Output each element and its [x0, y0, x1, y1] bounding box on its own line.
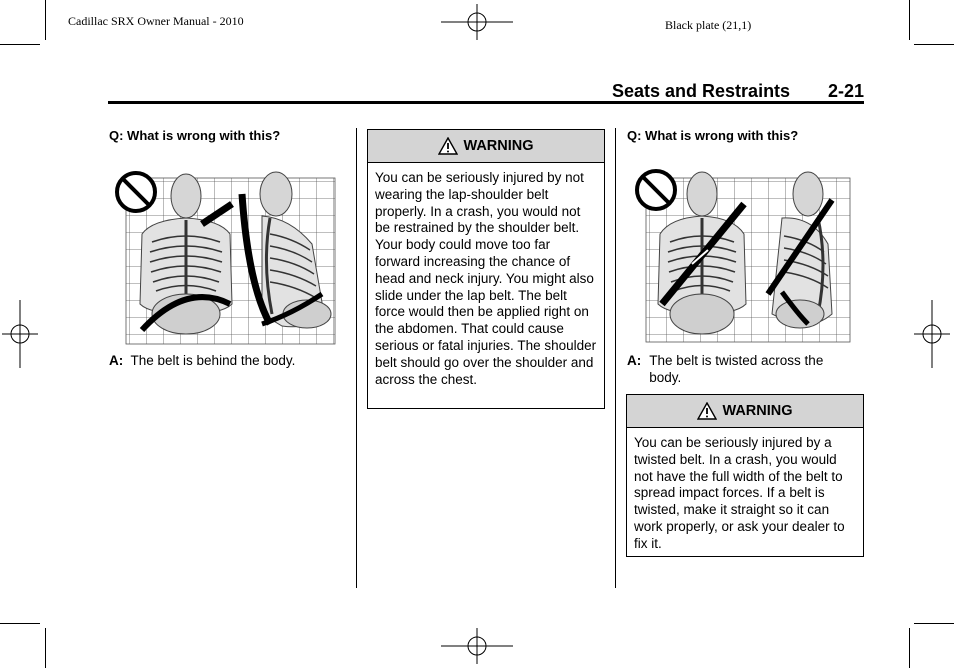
- crop-mark: [45, 0, 46, 40]
- section-title: Seats and Restraints: [612, 81, 791, 101]
- crop-mark: [909, 0, 910, 40]
- registration-target-icon: [441, 4, 513, 40]
- warning-triangle-icon: [697, 402, 717, 420]
- crop-mark: [914, 623, 954, 624]
- warning-triangle-icon: [438, 137, 458, 155]
- warning-text: You can be seriously injured by a twisted belt. In a crash, you would not have the full width of the belt to spread impact forces. If a belt is twisted, make it straight so it can work properly, or ask your dealer to fix it.: [634, 435, 845, 551]
- right-question: Q: What is wrong with this?: [627, 128, 799, 143]
- header-rule: [108, 101, 864, 104]
- answer-label: A:: [627, 353, 642, 368]
- warning-header: [627, 395, 863, 428]
- crop-mark: [0, 623, 40, 624]
- plate-label: Black plate (21,1): [665, 18, 752, 32]
- warning-text: You can be seriously injured by not wearing the lap-shoulder belt properly. In a crash, you would not be restrained by the shoulder belt. Your body could move too far forward increasing the chance of head and neck injury. You might also slide under the lap belt. The belt force would then be applied right on the abdomen. That could cause serious or fatal injuries. The shoulder belt should go over the shoulder and across the chest.: [375, 170, 597, 387]
- answer-text: The belt is behind the body.: [130, 353, 296, 368]
- crop-mark: [914, 44, 954, 45]
- warning-title: WARNING: [463, 138, 534, 154]
- skeleton-illustration: [632, 164, 854, 346]
- warning-box: [367, 129, 605, 409]
- page-number: 2-21: [828, 81, 865, 101]
- left-answer: [109, 352, 349, 369]
- column-divider: [356, 128, 357, 588]
- crop-mark: [909, 628, 910, 668]
- crop-mark: [45, 628, 46, 668]
- crop-mark: [0, 44, 40, 45]
- registration-target-icon: [441, 628, 513, 664]
- warning-header: [368, 130, 604, 163]
- skeleton-illustration: [112, 164, 338, 346]
- warning-box: [626, 394, 864, 557]
- column-divider: [615, 128, 616, 588]
- registration-target-icon: [914, 300, 950, 368]
- left-question: Q: What is wrong with this?: [109, 128, 281, 143]
- warning-title: WARNING: [722, 403, 793, 419]
- right-answer: [627, 352, 827, 386]
- answer-text: The belt is twisted across the body.: [649, 353, 824, 385]
- answer-label: A:: [109, 353, 124, 368]
- manual-title: Cadillac SRX Owner Manual - 2010: [68, 14, 244, 28]
- registration-target-icon: [2, 300, 38, 368]
